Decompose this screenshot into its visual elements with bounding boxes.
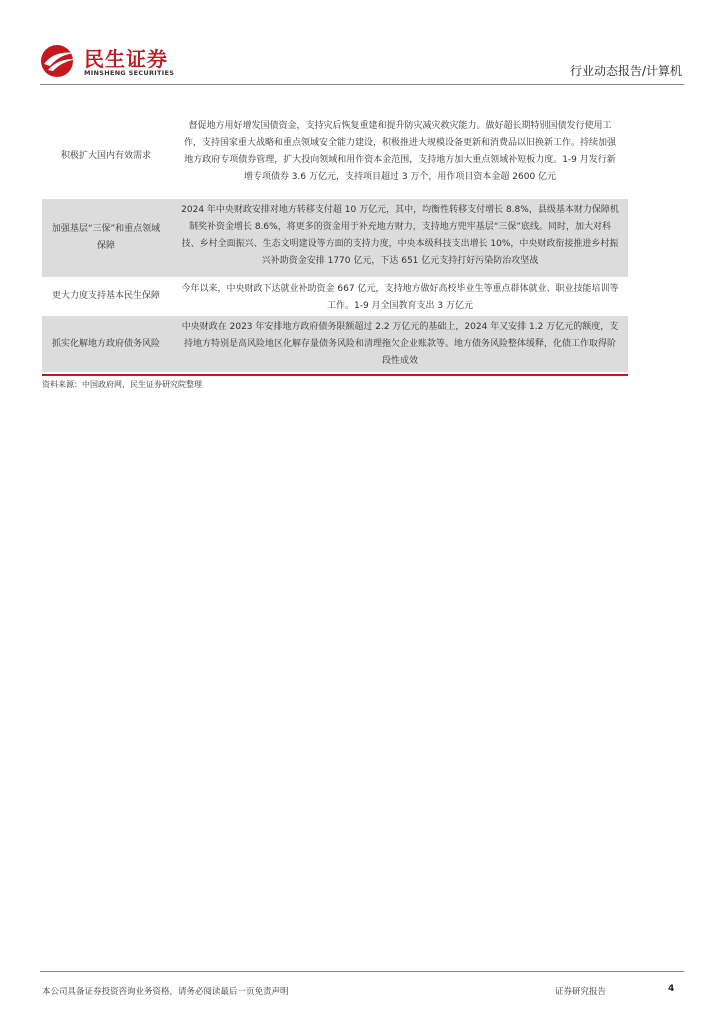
table-row <box>42 199 628 277</box>
footer-disclaimer: 本公司具备证券投资咨询业务资格，请务必阅读最后一页免责声明 <box>42 987 289 997</box>
table-row <box>42 278 628 315</box>
row-description: 今年以来，中央财政下达就业补助资金 667 亿元，支持地方做好高校毕业生等重点群体就业、职业技能培训等工作。1-9 月全国教育支出 3 万亿元 <box>181 284 619 311</box>
row-category: 积极扩大国内有效需求 <box>60 151 151 161</box>
row-category: 抓实化解地方政府债务风险 <box>51 338 160 349</box>
row-category: 加强基层“三保”和重点领域保障 <box>51 224 161 251</box>
page-header <box>0 0 724 86</box>
logo-english-name: MINSHENG SECURITIES <box>84 69 175 77</box>
report-type-label: 行业动态报告/计算机 <box>569 64 682 78</box>
logo-chinese-name: 民生证券 <box>84 47 168 71</box>
table-row <box>42 115 628 198</box>
footer-divider <box>40 971 684 972</box>
policy-table <box>42 115 628 372</box>
minsheng-logo-icon <box>40 44 80 78</box>
row-description: 2024 年中央财政安排对地方转移支付超 10 万亿元，其中，均衡性转移支付增长 8.8%，县级基本财力保障机制奖补资金增长 8.6%，将更多的资金用于补充地方财力，支持地方兜牢基层“三保”底线。同时，加大对科技、乡村全面振兴、生态文明建设等方面的支持力度，中央本级科技支出增长 10%，中央财政衔接推进乡村振兴补助资金安排 1770 亿元，下达 651 亿元支持打好污染防治攻坚战 <box>181 205 619 266</box>
table-bottom-rule <box>42 374 628 376</box>
row-description: 中央财政在 2023 年安排地方政府债务限额超过 2.2 万亿元的基础上，2024 年又安排 1.2 万亿元的额度，支持地方特别是高风险地区化解存量债务风险和清理拖欠企业账款等。地方债务风险整体缓释，化债工作取得阶段性成效 <box>181 322 619 366</box>
header-divider <box>40 84 684 85</box>
source-note: 资料来源：中国政府网，民生证券研究院整理 <box>42 380 202 389</box>
page-number: 4 <box>668 984 675 994</box>
footer-label: 证券研究报告 <box>555 987 607 997</box>
row-description: 督促地方用好增发国债资金，支持灾后恢复重建和提升防灾减灾救灾能力。做好超长期特别国债发行使用工作，支持国家重大战略和重点领域安全能力建设，积极推进大规模设备更新和消费品以旧换新工作。持续加强地方政府专项债券管理，扩大投向领域和用作资本金范围，支持地方加大重点领域补短板力度。1-9 月发行新增专项债券 3.6 万亿元，支持项目超过 3 万个，用作项目资本金超 2600 亿元 <box>183 121 616 182</box>
row-category: 更大力度支持基本民生保障 <box>51 291 160 301</box>
table-row <box>42 316 628 372</box>
minsheng-logo <box>40 44 190 78</box>
